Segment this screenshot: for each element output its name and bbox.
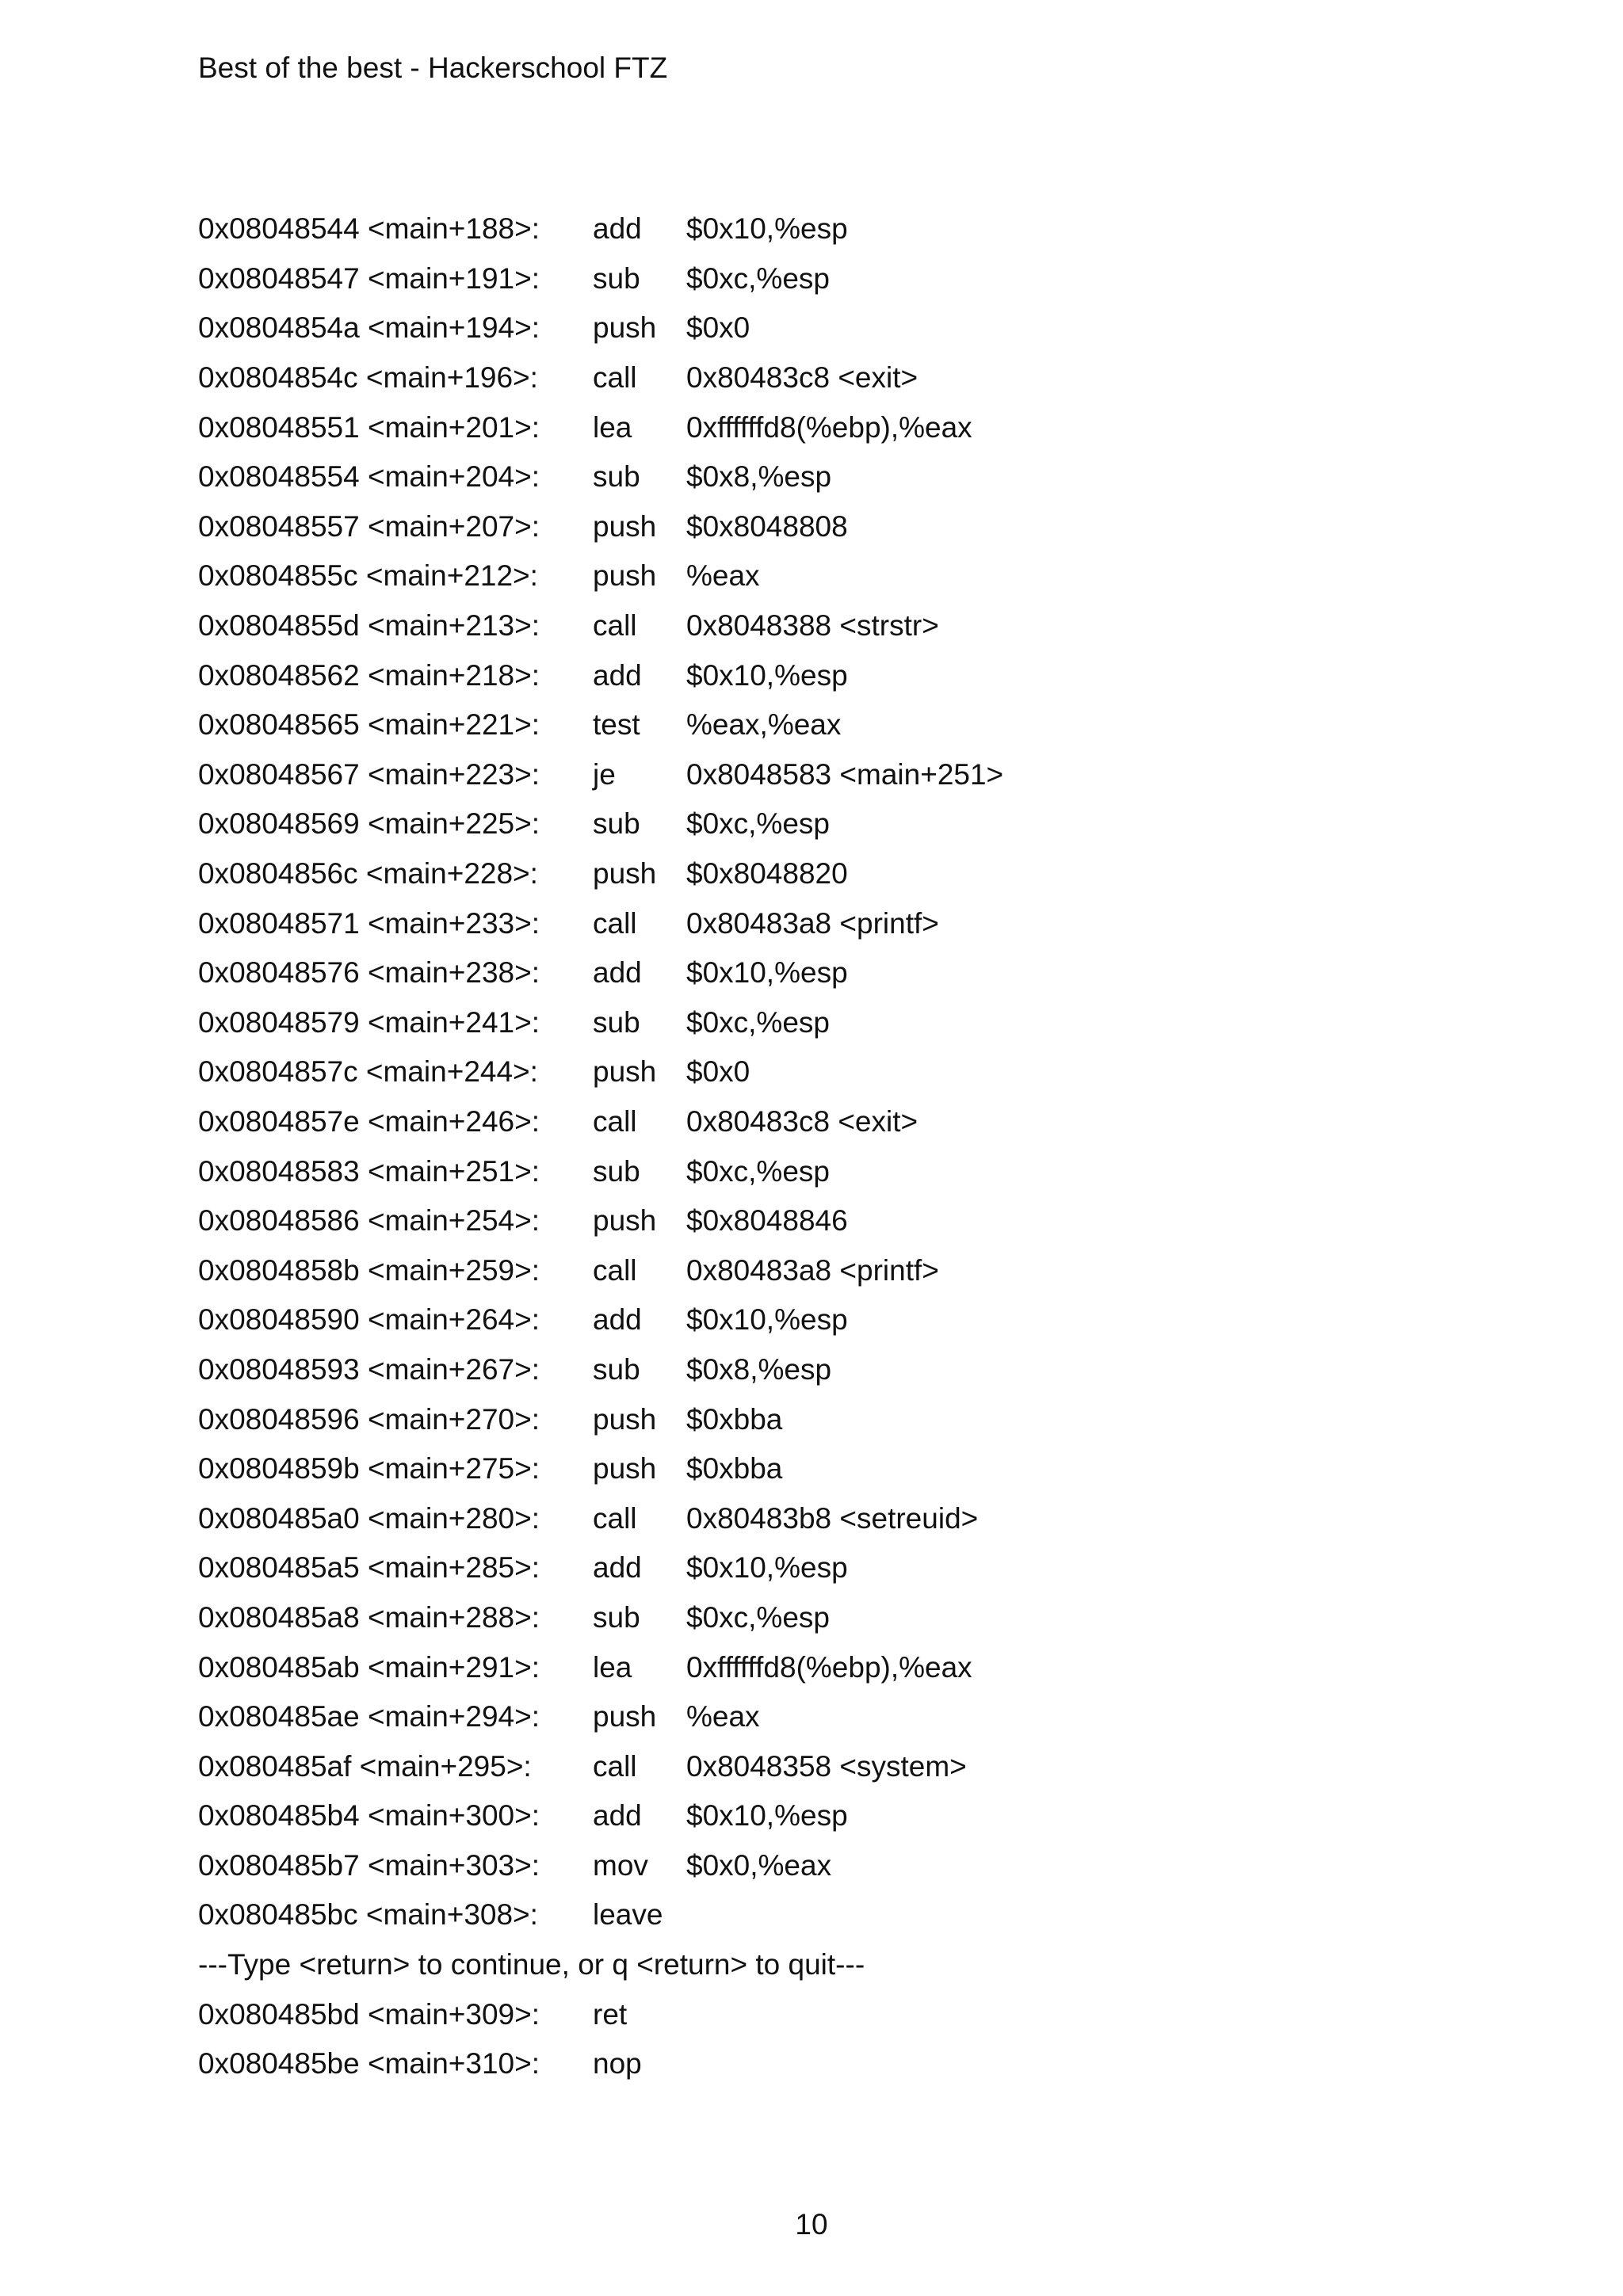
disassembly-line [198, 1345, 1466, 1395]
instruction-mnemonic: add [593, 212, 642, 246]
instruction-mnemonic: sub [593, 460, 640, 494]
instruction-operands: $0x8,%esp [686, 1352, 832, 1386]
instruction-mnemonic: sub [593, 1352, 640, 1386]
disassembly-line [198, 1841, 1466, 1891]
instruction-mnemonic: lea [593, 1650, 632, 1684]
instruction-address: 0x08048569 <main+225>: [198, 807, 540, 841]
instruction-mnemonic: push [593, 1402, 657, 1436]
instruction-mnemonic: push [593, 1700, 657, 1733]
instruction-address: 0x080485bc <main+308>: [198, 1898, 538, 1932]
instruction-address: 0x0804854a <main+194>: [198, 311, 540, 345]
instruction-address: 0x08048590 <main+264>: [198, 1303, 540, 1337]
instruction-mnemonic: call [593, 361, 637, 395]
disassembly-line [198, 1593, 1466, 1643]
disassembly-line [198, 1791, 1466, 1841]
instruction-operands: 0xffffffd8(%ebp),%eax [686, 410, 972, 444]
instruction-mnemonic: push [593, 509, 657, 543]
instruction-address: 0x080485b7 <main+303>: [198, 1848, 540, 1882]
pager-prompt-line [198, 1940, 1466, 1990]
disassembly-line [198, 650, 1466, 700]
disassembly-line [198, 1692, 1466, 1742]
instruction-operands: 0x80483a8 <printf> [686, 1253, 939, 1287]
instruction-mnemonic: call [593, 1749, 637, 1783]
page-number: 10 [795, 2208, 828, 2241]
instruction-mnemonic: ret [593, 1997, 628, 2031]
instruction-mnemonic: sub [593, 1154, 640, 1188]
instruction-address: 0x08048583 <main+251>: [198, 1154, 540, 1188]
disassembly-line [198, 1047, 1466, 1097]
instruction-mnemonic: je [593, 757, 616, 791]
instruction-mnemonic: nop [593, 2047, 642, 2081]
instruction-mnemonic: call [593, 1501, 637, 1535]
instruction-mnemonic: sub [593, 807, 640, 841]
disassembly-line [198, 1295, 1466, 1345]
instruction-mnemonic: mov [593, 1848, 648, 1882]
instruction-operands: 0x8048358 <system> [686, 1749, 967, 1783]
instruction-operands: 0x80483a8 <printf> [686, 906, 939, 940]
disassembly-line [198, 1543, 1466, 1593]
disassembly-line [198, 750, 1466, 800]
instruction-mnemonic: add [593, 1551, 642, 1585]
instruction-mnemonic: push [593, 1204, 657, 1238]
instruction-operands: %eax,%eax [686, 708, 842, 742]
instruction-operands: $0xbba [686, 1452, 783, 1486]
instruction-mnemonic: add [593, 1799, 642, 1833]
instruction-address: 0x08048557 <main+207>: [198, 509, 540, 543]
instruction-mnemonic: sub [593, 261, 640, 295]
disassembly-line [198, 700, 1466, 750]
instruction-operands: $0xc,%esp [686, 1005, 830, 1039]
instruction-operands: $0xc,%esp [686, 1600, 830, 1634]
instruction-address: 0x08048593 <main+267>: [198, 1352, 540, 1386]
disassembly-line [198, 1196, 1466, 1246]
instruction-operands: 0x8048388 <strstr> [686, 609, 939, 643]
instruction-operands: $0x10,%esp [686, 1799, 848, 1833]
disassembly-line [198, 1097, 1466, 1147]
disassembly-line [198, 1245, 1466, 1295]
instruction-address: 0x0804859b <main+275>: [198, 1452, 540, 1486]
instruction-address: 0x08048547 <main+191>: [198, 261, 540, 295]
instruction-address: 0x080485be <main+310>: [198, 2047, 540, 2081]
instruction-address: 0x08048596 <main+270>: [198, 1402, 540, 1436]
instruction-address: 0x08048586 <main+254>: [198, 1204, 540, 1238]
disassembly-line [198, 254, 1466, 304]
instruction-operands: $0x8048808 [686, 509, 848, 543]
instruction-operands: %eax [686, 559, 760, 593]
disassembly-line [198, 849, 1466, 899]
instruction-operands: $0x8048846 [686, 1204, 848, 1238]
disassembly-line [198, 799, 1466, 849]
instruction-address: 0x0804858b <main+259>: [198, 1253, 540, 1287]
instruction-operands: $0x8048820 [686, 857, 848, 891]
instruction-mnemonic: sub [593, 1005, 640, 1039]
disassembly-line [198, 551, 1466, 601]
instruction-address: 0x080485af <main+295>: [198, 1749, 532, 1783]
instruction-mnemonic: call [593, 1253, 637, 1287]
instruction-mnemonic: push [593, 559, 657, 593]
instruction-operands: $0xc,%esp [686, 261, 830, 295]
disassembly-line [198, 452, 1466, 502]
instruction-address: 0x0804856c <main+228>: [198, 857, 538, 891]
disassembly-line [198, 2039, 1466, 2089]
instruction-address: 0x0804857e <main+246>: [198, 1104, 540, 1138]
instruction-mnemonic: push [593, 1055, 657, 1089]
instruction-address: 0x0804854c <main+196>: [198, 361, 538, 395]
instruction-address: 0x080485a0 <main+280>: [198, 1501, 540, 1535]
disassembly-listing [198, 204, 1466, 2089]
instruction-mnemonic: call [593, 906, 637, 940]
instruction-address: 0x080485a8 <main+288>: [198, 1600, 540, 1634]
disassembly-line [198, 1741, 1466, 1791]
instruction-operands: $0xbba [686, 1402, 783, 1436]
instruction-address: 0x08048562 <main+218>: [198, 658, 540, 692]
disassembly-line [198, 1493, 1466, 1543]
instruction-mnemonic: push [593, 857, 657, 891]
instruction-address: 0x08048544 <main+188>: [198, 212, 540, 246]
instruction-mnemonic: add [593, 956, 642, 990]
disassembly-line [198, 303, 1466, 353]
disassembly-line [198, 601, 1466, 651]
instruction-operands: $0xc,%esp [686, 807, 830, 841]
disassembly-line [198, 1989, 1466, 2039]
instruction-operands: $0xc,%esp [686, 1154, 830, 1188]
instruction-address: 0x080485b4 <main+300>: [198, 1799, 540, 1833]
instruction-address: 0x0804855d <main+213>: [198, 609, 540, 643]
disassembly-line [198, 1444, 1466, 1494]
instruction-mnemonic: test [593, 708, 640, 742]
instruction-address: 0x08048551 <main+201>: [198, 410, 540, 444]
running-header: Best of the best - Hackerschool FTZ [198, 51, 668, 84]
instruction-operands: $0x8,%esp [686, 460, 832, 494]
instruction-address: 0x08048565 <main+221>: [198, 708, 540, 742]
instruction-operands: 0x80483c8 <exit> [686, 361, 918, 395]
instruction-address: 0x080485ab <main+291>: [198, 1650, 540, 1684]
instruction-operands: 0x80483c8 <exit> [686, 1104, 918, 1138]
disassembly-line [198, 1642, 1466, 1692]
disassembly-line [198, 898, 1466, 948]
instruction-operands: 0x80483b8 <setreuid> [686, 1501, 979, 1535]
instruction-operands: $0x0,%eax [686, 1848, 832, 1882]
instruction-operands: %eax [686, 1700, 760, 1733]
instruction-address: 0x080485ae <main+294>: [198, 1700, 540, 1733]
instruction-address: 0x080485a5 <main+285>: [198, 1551, 540, 1585]
instruction-operands: $0x10,%esp [686, 212, 848, 246]
disassembly-line [198, 998, 1466, 1048]
instruction-operands: $0x10,%esp [686, 1303, 848, 1337]
instruction-operands: $0x10,%esp [686, 1551, 848, 1585]
disassembly-line [198, 1890, 1466, 1940]
instruction-mnemonic: leave [593, 1898, 663, 1932]
instruction-address: 0x08048554 <main+204>: [198, 460, 540, 494]
instruction-address: 0x0804857c <main+244>: [198, 1055, 538, 1089]
instruction-mnemonic: call [593, 1104, 637, 1138]
instruction-address: 0x08048567 <main+223>: [198, 757, 540, 791]
disassembly-line [198, 948, 1466, 998]
disassembly-line [198, 1146, 1466, 1196]
disassembly-line [198, 353, 1466, 403]
instruction-mnemonic: add [593, 1303, 642, 1337]
instruction-mnemonic: push [593, 311, 657, 345]
disassembly-line [198, 502, 1466, 552]
instruction-operands: $0x10,%esp [686, 956, 848, 990]
instruction-operands: 0xffffffd8(%ebp),%eax [686, 1650, 972, 1684]
disassembly-line [198, 1394, 1466, 1444]
instruction-mnemonic: call [593, 609, 637, 643]
instruction-mnemonic: lea [593, 410, 632, 444]
instruction-address: 0x0804855c <main+212>: [198, 559, 538, 593]
instruction-address: 0x08048576 <main+238>: [198, 956, 540, 990]
instruction-operands: $0x10,%esp [686, 658, 848, 692]
instruction-address: 0x08048571 <main+233>: [198, 906, 540, 940]
disassembly-line [198, 402, 1466, 452]
instruction-operands: $0x0 [686, 1055, 750, 1089]
instruction-address: 0x080485bd <main+309>: [198, 1997, 540, 2031]
instruction-operands: 0x8048583 <main+251> [686, 757, 1004, 791]
instruction-mnemonic: sub [593, 1600, 640, 1634]
instruction-operands: $0x0 [686, 311, 750, 345]
instruction-mnemonic: add [593, 658, 642, 692]
pager-prompt-text: ---Type <return> to continue, or q <return> to quit--- [198, 1948, 865, 1981]
instruction-mnemonic: push [593, 1452, 657, 1486]
disassembly-line [198, 204, 1466, 254]
instruction-address: 0x08048579 <main+241>: [198, 1005, 540, 1039]
